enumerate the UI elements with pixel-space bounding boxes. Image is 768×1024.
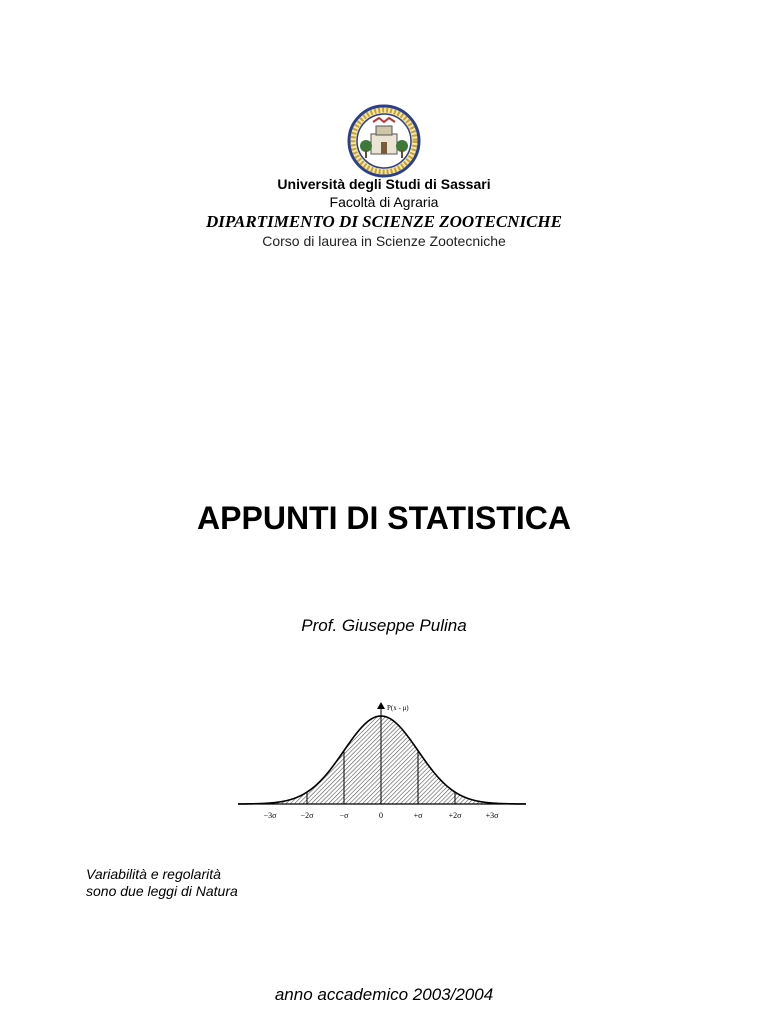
department-name: DIPARTIMENTO DI SCIENZE ZOOTECNICHE	[206, 212, 562, 231]
university-seal-logo	[347, 104, 421, 178]
quote	[86, 866, 238, 900]
y-axis-label: P(x - μ)	[387, 704, 409, 712]
tick-label: −2σ	[300, 811, 314, 820]
tick-label: 0	[379, 811, 383, 820]
author-name: Prof. Giuseppe Pulina	[301, 616, 467, 635]
tick-label: +σ	[413, 811, 423, 820]
y-axis-arrow	[377, 702, 385, 709]
quote-line-1: Variabilità e regolarità	[86, 866, 221, 882]
document-title: APPUNTI DI STATISTICA	[197, 500, 571, 536]
faculty-name: Facoltà di Agraria	[329, 194, 439, 210]
tick-labels	[264, 811, 500, 820]
tick-label: +2σ	[448, 811, 462, 820]
tick-label: +3σ	[485, 811, 499, 820]
tick-label: −σ	[339, 811, 349, 820]
university-name: Università degli Studi di Sassari	[277, 176, 491, 192]
academic-year: anno accademico 2003/2004	[274, 985, 494, 1004]
quote-line-2: sono due leggi di Natura	[86, 883, 238, 899]
tick-label: −3σ	[263, 811, 277, 820]
normal-distribution-figure	[230, 698, 530, 826]
course-name: Corso di laurea in Scienze Zootecniche	[262, 233, 506, 249]
